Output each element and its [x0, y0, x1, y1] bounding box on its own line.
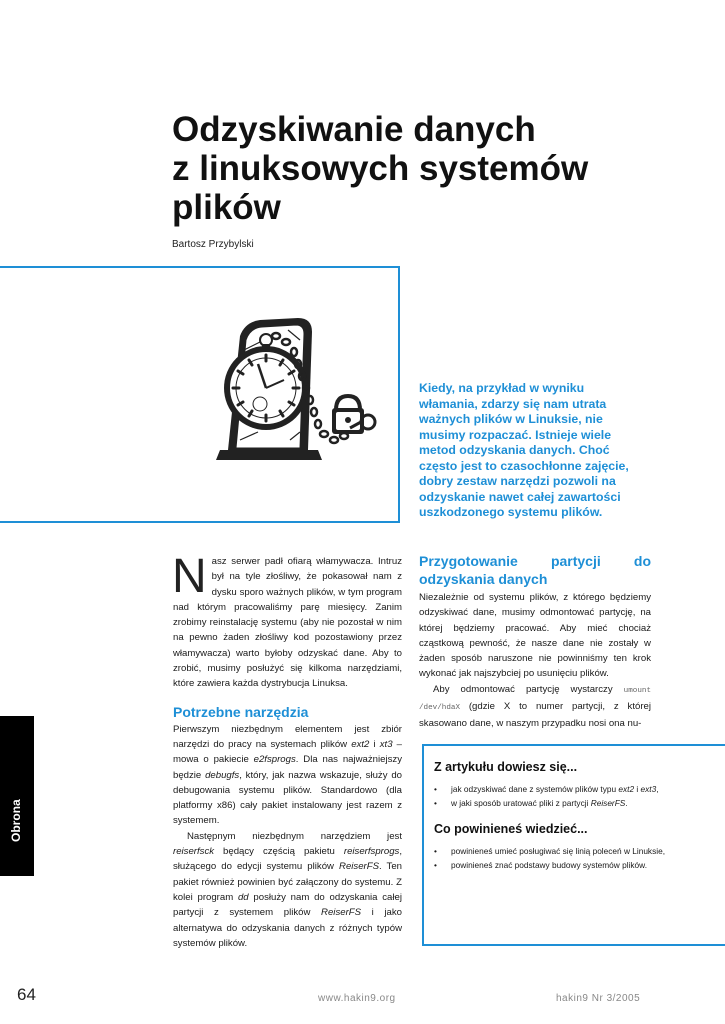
- title-line: plików: [172, 188, 281, 227]
- box-heading: Co powinieneś wiedzieć...: [434, 822, 588, 836]
- box-list: [434, 844, 705, 872]
- bullet-icon: •: [434, 860, 437, 870]
- code-snippet: /dev/hdaX: [419, 704, 461, 713]
- box-heading: Z artykułu dowiesz się...: [434, 760, 578, 774]
- list-item: • powinieneś umieć posługiwać się linią poleceń w Linuksie,: [434, 846, 665, 856]
- body-paragraph: Niezależnie od systemu plików, z którego będziemy odzyskiwać dane, musimy odmontować partycję, na której będziemy pracować. Aby mieć chociaż cząstkową pewność, że nasze dane nie zostały w żaden sposób naruszone nie powinniśmy ten krok wykonać jak najszybciej po usunięciu plików.: [419, 592, 651, 680]
- page-number: 64: [17, 985, 36, 1004]
- body-paragraph: Pierwszym niezbędnym elementem jest zbiór narzędzi do pracy na systemach plików ext2 i xt3 – mowa o pakiecie e2fsprogs. Dla nas najważniejszy będzie debugfs, który, jak nazwa wskazuje, służy do debugowania systemu plików. Standardowo (dla platformy x86) cały pakiet instalowany jest razem z systemem.: [173, 723, 403, 827]
- code-snippet: umount: [623, 686, 651, 695]
- body-column-1: [172, 550, 403, 951]
- list-item: • jak odzyskiwać dane z systemów plików typu ext2 i ext3,: [434, 784, 659, 794]
- body-paragraph: Następnym niezbędnym narzędziem jest reiserfsck będący częścią pakietu reiserfsprogs, służącego do edycji systemu plików ReiserFS. Ten pakiet również powinien być załączony do systemu. Z kolei program dd posłuży nam do odzyskania całej partycji z systemem plików ReiserFS i jako alternatywa do odzyskania danych z różnych typów systemów plików.: [173, 830, 403, 949]
- intro-paragraph: Nasz serwer padł ofiarą włamywacza. Intruz był na tyle złośliwy, że pokasował nam z dysku sporo ważnych plików, w tym program nad którym pracowaliśmy parę miesięcy. Zanim zrobimy reinstalację systemu (aby nie pozostał w nim na pewno żaden złośliwy kod pozostawiony przez włamywacza) warto byłoby odzyskać dane. Aby to zrobić, musimy posłużyć się kilkoma narzędziami, które zawiera każda dystrybucja Linuksa.: [172, 550, 402, 690]
- footer-url: www.hakin9.org: [318, 993, 396, 1004]
- section-tab-label: Obrona: [9, 799, 23, 842]
- body-column-2: [419, 552, 651, 732]
- body-paragraph: Aby odmontować partycję wystarczy umount /dev/hdaX (gdzie X to numer partycji, z której skasowano dane, w naszym przypadku nosi ona nu-: [419, 683, 651, 730]
- info-box: [422, 744, 725, 946]
- article-lead: Kiedy, na przykład w wyniku włamania, zdarzy się nam utrata ważnych plików w Linuksie, nie musimy rozpaczać. Istnieje wiele metod odzyskania danych. Choć często jest to czasochłonne zajęcie, dobry zestaw narzędzi pozwoli na odzyskanie nawet całej zawartości uszkodzonego systemu plików.: [419, 381, 629, 519]
- pocket-watch-icon: [200, 300, 390, 470]
- section-heading: Potrzebne narzędzia: [173, 703, 309, 720]
- article-title: [172, 110, 692, 227]
- footer-issue: hakin9 Nr 3/2005: [556, 993, 641, 1004]
- title-line: Odzyskiwanie danych: [172, 110, 536, 149]
- title-line: z linuksowych systemów: [172, 149, 589, 188]
- section-tab: [0, 716, 34, 876]
- bullet-icon: •: [434, 784, 437, 794]
- list-item: • powinieneś znać podstawy budowy systemów plików.: [434, 860, 647, 870]
- drop-cap: N: [172, 550, 207, 603]
- section-heading: Przygotowanie partycji do odzyskania danych: [419, 553, 651, 587]
- box-list: [434, 782, 705, 810]
- bullet-icon: •: [434, 846, 437, 856]
- bullet-icon: •: [434, 798, 437, 808]
- author-name: Bartosz Przybylski: [172, 239, 254, 250]
- list-item: • w jaki sposób uratować pliki z partycji ReiserFS.: [434, 798, 628, 808]
